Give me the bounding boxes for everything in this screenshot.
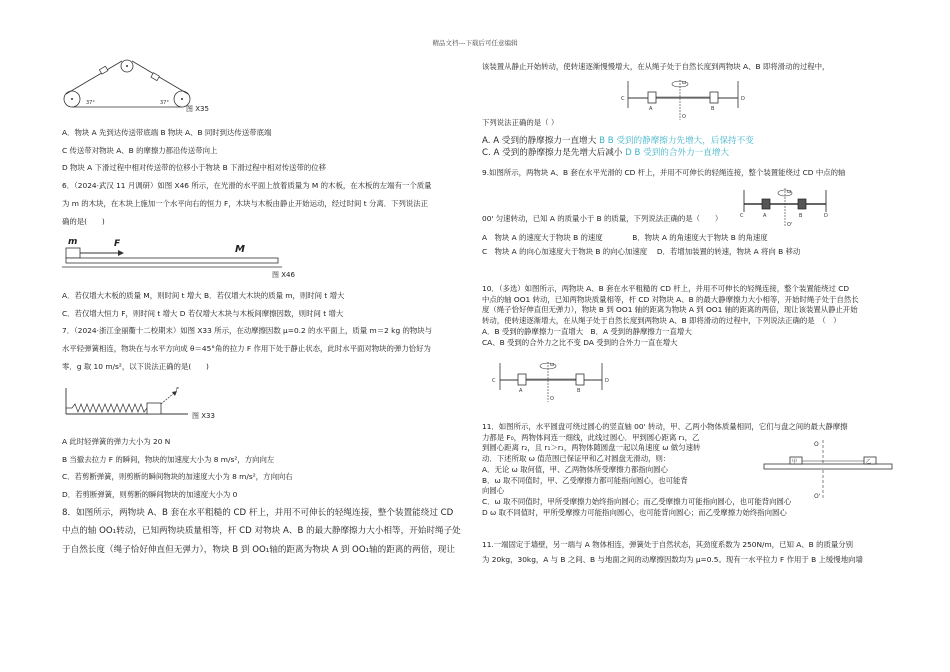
q5-option-d: D 物块 A 下滑过程中相对传送带的位移小于物块 B 下滑过程中相对传送带的位移 xyxy=(62,163,327,173)
svg-text:C: C xyxy=(740,213,744,219)
q11-option-c: C．ω 取不同值时，甲所受摩擦力始终指向圆心；而乙受摩擦力可能指向圆心，也可能背向圆心 xyxy=(482,497,792,507)
disc xyxy=(764,464,892,469)
q11-stem-4: 动．下述所取 ω 值范围已保证甲和乙对圆盘无滑动，则： xyxy=(482,454,671,464)
q8-option-c: C. A 受到的静摩擦力是先增大后减小 xyxy=(482,148,623,159)
svg-text:D: D xyxy=(605,378,609,384)
q9-stem-1: 9.如图所示，两物块 A、B 套在水平光滑的 CD 杆上，并用不可伸长的轻绳连接，整个装置能绕过 CD 中点的轴 xyxy=(482,167,846,177)
q11-option-a: A．无论 ω 取何值，甲、乙两物体所受摩擦力都指向圆心 xyxy=(482,464,668,474)
block-m xyxy=(66,248,80,258)
q9-option-cd: C 物块 A 的向心加速度大于物块 B 的向心加速度 D．若增加装置的转速，物块 A 将向 B 移动 xyxy=(482,247,801,257)
q10-stem-4: 转动，使转速逐渐增大，在从绳子处于自然长度到两物块 A、B 即将滑动的过程中，下列说法正确的是 （ ） xyxy=(482,316,841,326)
svg-text:D: D xyxy=(824,213,828,219)
q7-option-d: D．若剪断弹簧，则剪断的瞬间物块的加速度大小为 0 xyxy=(62,490,238,500)
q11-option-d: D ω 取不同值时，甲所受摩擦力可能指向圆心，也可能背向圆心；而乙受摩擦力始终指向圆心 xyxy=(482,507,787,517)
q6-option-ab: A．若仅增大木板的质量 M，则时间 t 增大 B．若仅增大木块的质量 m，则时间 t 增大 xyxy=(62,291,345,300)
svg-text:F: F xyxy=(114,239,121,249)
block xyxy=(147,403,161,414)
q6-stem-3: 确的是( ) xyxy=(62,216,105,226)
figure-x46-board xyxy=(62,232,282,274)
board-M xyxy=(66,258,278,263)
svg-text:B: B xyxy=(711,106,715,112)
figure-q8-rod xyxy=(620,78,750,122)
fig35-caption: 图 X35 xyxy=(186,105,209,113)
svg-text:ω: ω xyxy=(550,362,555,368)
figure-x35-conveyor xyxy=(60,58,200,108)
q7-stem-1: 7．（2024·浙江金丽衢十二校期末）如图 X33 所示，在动摩擦因数 μ=0.2 的水平面上，质量 m＝2 kg 的物块与 xyxy=(62,326,433,336)
svg-text:O': O' xyxy=(787,222,793,228)
svg-text:A: A xyxy=(649,106,653,112)
page-header: 精品文档---下载后可任意编辑 xyxy=(432,39,518,47)
svg-text:D: D xyxy=(741,96,745,102)
q5-option-ab: A．物块 A 先到达传送带底端 B 物块 A、B 同时到达传送带底端 xyxy=(62,128,272,137)
svg-text:B: B xyxy=(577,388,581,394)
q6-stem-2: 为 m 的木块，在木块上施加一个水平向右的恒力 F，木块与木板由静止开始运动，经过时间 t 分离．下列说法正 xyxy=(62,198,429,208)
q9-stem-2: 00' 匀速转动，已知 A 的质量小于 B 的质量，下列说法正确的是（ ） xyxy=(482,214,723,223)
svg-text:ω: ω xyxy=(682,80,687,86)
svg-text:C: C xyxy=(621,96,625,102)
svg-text:m: m xyxy=(68,237,78,247)
q8-stem-3: 于自然长度（绳子恰好伸直但无弹力），物块 B 到 OO₁轴的距离为物块 A 到 OO₁轴的距离的两倍，现让 xyxy=(62,544,455,555)
fig33-caption: 图 X33 xyxy=(192,412,215,420)
svg-text:甲: 甲 xyxy=(792,459,798,465)
q6-option-cd: C．若仅增大恒力 F，则时间 t 增大 D 若仅增大木块与木板间摩擦因数，则时间 t 增大 xyxy=(62,308,344,318)
q9-option-ab: A 物块 A 的速度大于物块 B 的速度 B．物块 A 的角速度大于物块 B 的角速度 xyxy=(482,232,768,242)
q11-stem-3: 到圆心距离 r₂，且 r₁＞r₁，两物体随圆盘一起以角速度 ω 做匀速转 xyxy=(482,443,701,453)
q7-stem-3: 零．g 取 10 m/s²，以下说法正确的是( ) xyxy=(62,361,209,371)
q8-option-b: B B 受到的静摩擦力先增大，后保持不变 xyxy=(599,135,754,146)
q8-stem-2: 中点的轴 OO₁转动，已知两物块质量相等，杆 CD 对物块 A、B 的最大静摩擦力大小相等，开始时绳子处 xyxy=(62,526,461,537)
figure-q11-disc xyxy=(760,436,900,502)
q11-option-b1: B．ω 取不同值时，甲、乙受摩擦力都可能指向圆心，也可能背 xyxy=(482,475,688,485)
svg-text:O: O xyxy=(550,396,554,402)
spring xyxy=(66,404,147,412)
angle-left: 37° xyxy=(86,100,95,106)
q10-stem-1: 10．（多选）如图所示，两物块 A、B 套在水平粗糙的 CD 杆上，并用不可伸长的轻绳连接，整个装置能绕过 CD xyxy=(482,284,850,293)
svg-text:C: C xyxy=(492,378,496,384)
block-b xyxy=(151,73,160,81)
q10-stem-3: 度（绳子恰好伸直但无弹力），物块 B 到 OO1 轴的距离为物块 A 到 OO1 轴的距离的两倍，现让该装置从静止开始 xyxy=(482,305,858,315)
q12-stem-2: 为 20kg，30kg，A 与 B 之间、B 与地面之间的动摩擦因数均为 μ=0.5。现有一水平拉力 F 作用于 B 上缓慢地向墙 xyxy=(482,554,863,564)
svg-text:M: M xyxy=(235,244,245,255)
q10-options-2: CA、B 受到的合外力之比不变 DA 受到的合外力一直在增大 xyxy=(482,337,678,347)
block-a xyxy=(99,66,108,74)
q8-option-d: D B 受到的合外力一直增大 xyxy=(625,148,730,159)
q7-stem-2: 水平轻弹簧相连，物块在与水平方向成 θ＝45°角的拉力 F 作用下处于静止状态，此时水平面对物块的弹力恰好为 xyxy=(62,344,431,354)
svg-text:O: O xyxy=(814,441,819,448)
fig46-caption: 图 X46 xyxy=(272,271,295,279)
angle-right: 37° xyxy=(160,100,169,106)
q8-stem-1: 8．如图所示，两物块 A、B 套在水平粗糙的 CD 杆上，并用不可伸长的轻绳连接，整个装置能绕过 CD xyxy=(62,507,454,518)
q12-stem-1: 11.一端固定于墙壁，另一端与 A 物体相连，弹簧处于自然状态，其劲度系数为 250N/m，已知 A、B 的质量分别 xyxy=(482,540,854,549)
q8-option-a: A. A 受到的静摩擦力一直增大 xyxy=(482,135,597,146)
figure-x33-spring xyxy=(62,386,192,420)
figure-q10-rod xyxy=(488,360,618,404)
q11-option-b2: 向圆心 xyxy=(482,486,505,496)
svg-text:F: F xyxy=(176,387,179,393)
q7-option-a: A 此时轻弹簧的弹力大小为 20 N xyxy=(62,437,171,446)
q11-stem-1: 11．如图所示，水平圆盘可绕过圆心的竖直轴 00' 转动，甲、乙两小物体质量相同，它们与盘之间的最大静摩擦 xyxy=(482,422,848,431)
svg-text:乙: 乙 xyxy=(866,459,872,465)
svg-text:A: A xyxy=(519,388,523,394)
q8-ask: 下列说法正确的是（ ） xyxy=(482,118,559,127)
svg-text:ω: ω xyxy=(787,189,792,195)
q7-option-b: B 当撤去拉力 F 的瞬间，物块的加速度大小为 8 m/s²，方向向左 xyxy=(62,454,275,464)
svg-text:O': O' xyxy=(814,493,821,500)
svg-text:O: O xyxy=(682,114,686,120)
q10-options-1: A．B 受到的静摩擦力一直增大 B．A 受到的静摩擦力一直增大 xyxy=(482,326,692,336)
svg-text:B: B xyxy=(799,213,803,219)
q7-option-c: C．若剪断弹簧，则剪断的瞬间物块的加速度大小为 8 m/s²，方向向右 xyxy=(62,472,293,482)
q6-stem-1: 6．（2024·武汉 11 月调研）如图 X46 所示，在光滑的水平面上放着质量为 M 的木板，在木板的左端有一个质量 xyxy=(62,181,432,191)
q11-stem-2: 力都是 F₀，两物体间连一细线，此线过圆心．甲到圆心距离 r₁，乙 xyxy=(482,432,700,442)
q8-stem-cont: 该装置从静止开始转动，使转速逐渐慢慢增大，在从绳子处于自然长度到两物块 A、B 即将滑动的过程中， xyxy=(482,62,830,71)
q10-stem-2: 中点的轴 OO1 转动，已知两物块质量相等，杆 CD 对物块 A、B 的最大静摩擦力大小相等，开始时绳子处于自然长 xyxy=(482,294,859,304)
q5-option-c: C 传送带对物块 A、B 的摩擦力都沿传送带向上 xyxy=(62,145,218,155)
svg-text:A: A xyxy=(763,213,767,219)
